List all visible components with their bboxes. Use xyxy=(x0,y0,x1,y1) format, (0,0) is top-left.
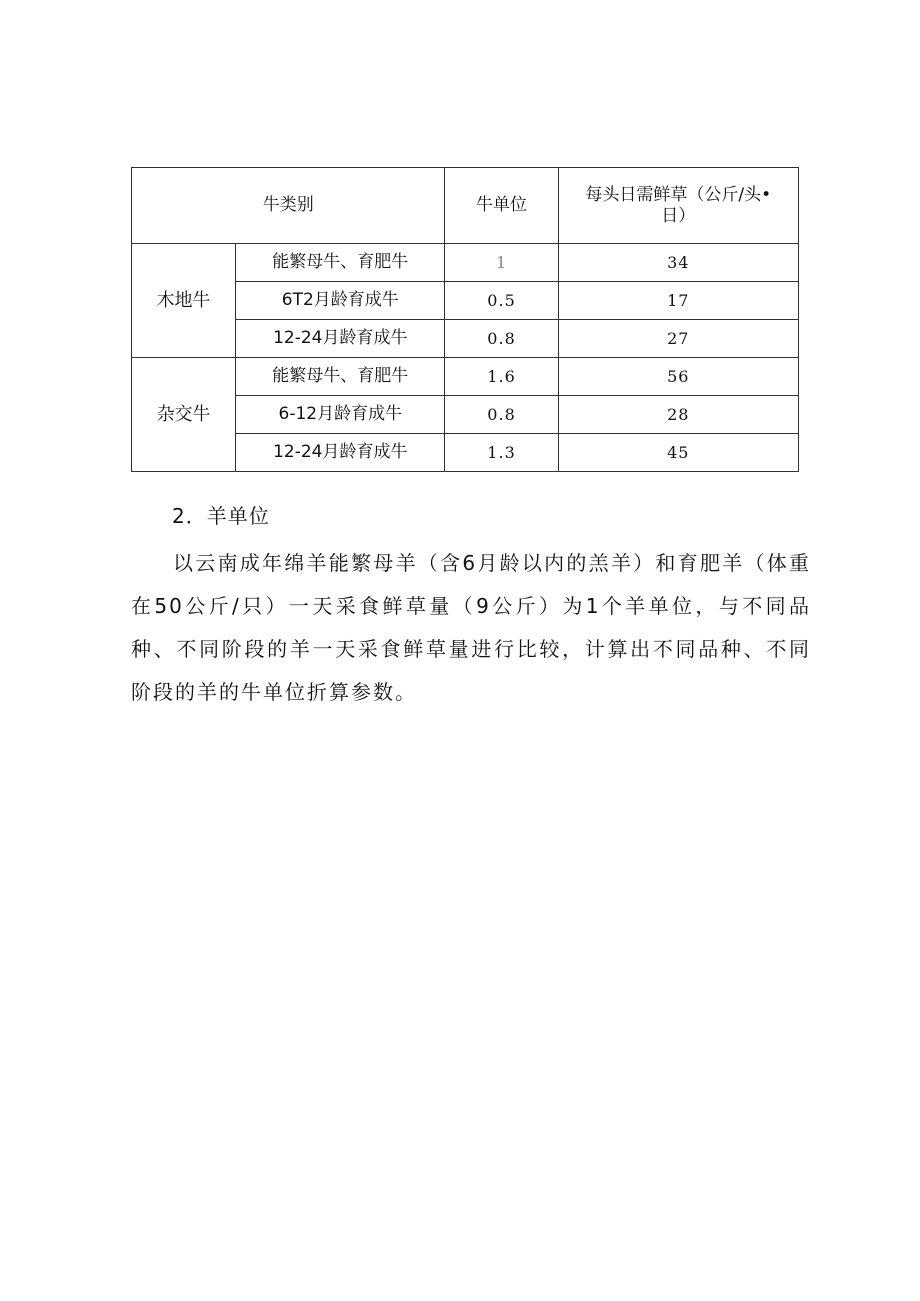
row-grass: 34 xyxy=(558,244,798,282)
row-grass: 17 xyxy=(558,282,798,320)
row-type: 12-24月龄育成牛 xyxy=(236,434,445,472)
row-grass: 28 xyxy=(558,396,798,434)
header-unit: 牛单位 xyxy=(445,168,558,244)
row-unit: 1 xyxy=(445,244,558,282)
row-type: 6-12月龄育成牛 xyxy=(236,396,445,434)
table-header-row xyxy=(132,168,799,244)
row-unit: 0.8 xyxy=(445,396,558,434)
header-daily-grass-line1: 每头日需鲜草（公斤/头• xyxy=(585,185,772,206)
group-label: 杂交牛 xyxy=(132,358,236,472)
row-unit: 1.3 xyxy=(445,434,558,472)
cattle-unit-table xyxy=(131,167,799,472)
row-type: 12-24月龄育成牛 xyxy=(236,320,445,358)
row-grass: 56 xyxy=(558,358,798,396)
section-heading: 2．羊单位 xyxy=(172,504,270,528)
row-type: 能繁母牛、育肥牛 xyxy=(236,358,445,396)
body-paragraph: 以云南成年绵羊能繁母羊（含6月龄以内的羔羊）和育肥羊（体重在50公斤/只）一天采食鲜草量（9公斤）为1个羊单位，与不同品种、不同阶段的羊一天采食鲜草量进行比较，计算出不同品种、不同阶段的羊的牛单位折算参数。 xyxy=(131,551,811,704)
row-type: 能繁母牛、育肥牛 xyxy=(236,244,445,282)
header-category: 牛类别 xyxy=(132,168,445,244)
header-daily-grass xyxy=(558,168,798,244)
row-type: 6T2月龄育成牛 xyxy=(236,282,445,320)
row-unit: 1.6 xyxy=(445,358,558,396)
table-row xyxy=(132,358,799,396)
header-daily-grass-line2: 日） xyxy=(661,205,696,226)
row-grass: 27 xyxy=(558,320,798,358)
row-unit: 0.5 xyxy=(445,282,558,320)
table-row xyxy=(132,244,799,282)
row-unit: 0.8 xyxy=(445,320,558,358)
group-label: 木地牛 xyxy=(132,244,236,358)
row-grass: 45 xyxy=(558,434,798,472)
